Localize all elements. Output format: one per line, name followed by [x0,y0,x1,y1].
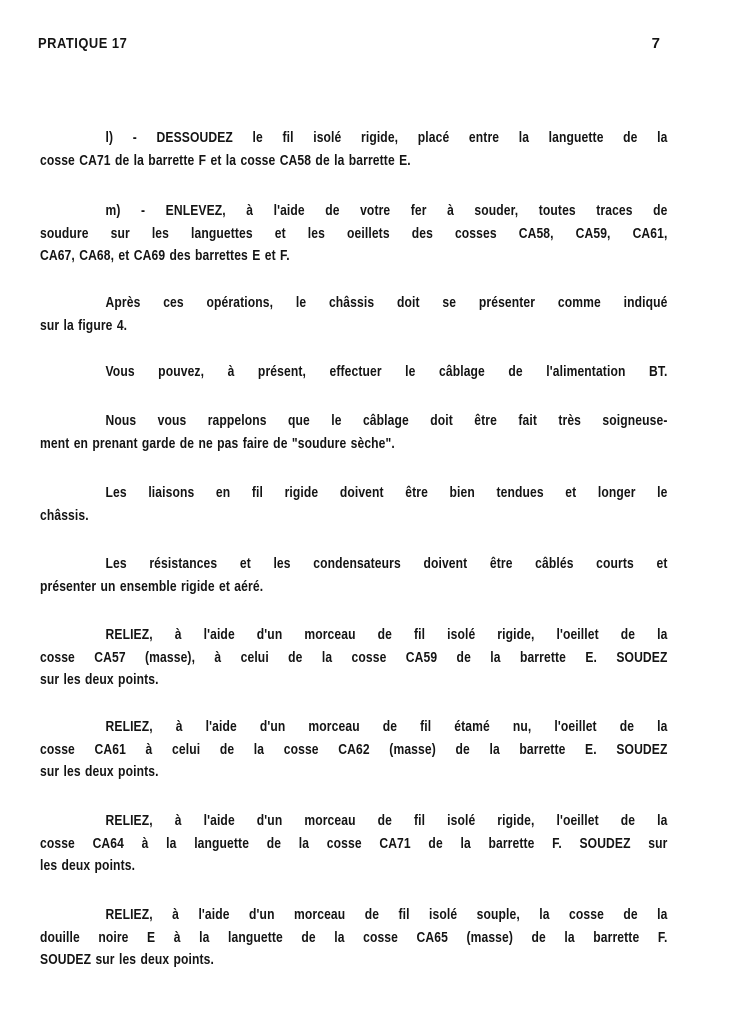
page-header [38,35,660,55]
page-number: 7 [651,35,660,52]
paragraph-liaisons [40,482,668,527]
paragraph-reliez-1 [40,624,668,692]
paragraph-step-l [40,127,668,172]
paragraph-line: cosse CA61 à celui de la cosse CA62 (masse) de la barrette E. SOUDEZ [40,741,668,758]
paragraph-reliez-4 [40,904,668,972]
paragraph-line: RELIEZ, à l'aide d'un morceau de fil étamé nu, l'oeillet de la [105,719,668,735]
paragraph-line: RELIEZ, à l'aide d'un morceau de fil isolé rigide, l'oeillet de la [105,627,668,643]
paragraph-line: cosse CA71 de la barrette F et la cosse CA58 de la barrette E. [40,152,411,169]
paragraph-line: m) - ENLEVEZ, à l'aide de votre fer à souder, toutes traces de [105,203,668,219]
paragraph-line: Les liaisons en fil rigide doivent être bien tendues et longer le [105,485,668,501]
paragraph-apres [40,292,668,337]
paragraph-reliez-3 [40,810,668,878]
paragraph-line: châssis. [40,507,89,524]
paragraph-resistances [40,553,668,598]
paragraph-line: CA67, CA68, et CA69 des barrettes E et F. [40,248,290,264]
paragraph-line: douille noire E à la languette de la cosse CA65 (masse) de la barrette F. [40,929,668,946]
paragraph-line: sur les deux points. [40,764,159,780]
paragraph-line: RELIEZ, à l'aide d'un morceau de fil isolé souple, la cosse de la [105,907,668,923]
paragraph-line: sur les deux points. [40,672,159,688]
paragraph-line: sur la figure 4. [40,317,128,334]
paragraph-line: Nous vous rappelons que le câblage doit être fait très soigneuse- [105,413,668,429]
paragraph-nous-vous [40,410,668,455]
paragraph-line: soudure sur les languettes et les oeillets des cosses CA58, CA59, CA61, [40,225,668,242]
paragraph-line: présenter un ensemble rigide et aéré. [40,578,264,595]
paragraph-line: les deux points. [40,858,136,874]
paragraph-line: SOUDEZ sur les deux points. [40,952,215,968]
paragraph-line: l) - DESSOUDEZ le fil isolé rigide, placé entre la languette de la [105,130,668,146]
paragraph-line: Après ces opérations, le châssis doit se présenter comme indiqué [105,295,668,311]
paragraph-line: cosse CA64 à la languette de la cosse CA71 de la barrette F. SOUDEZ sur [40,835,668,852]
paragraph-line: RELIEZ, à l'aide d'un morceau de fil isolé rigide, l'oeillet de la [105,813,668,829]
header-title: PRATIQUE 17 [38,35,128,52]
paragraph-reliez-2 [40,716,668,784]
paragraph-line: ment en prenant garde de ne pas faire de "soudure sèche". [40,435,395,452]
paragraph-line: Les résistances et les condensateurs doivent être câblés courts et [105,556,668,572]
paragraph-vous-pouvez [40,361,668,384]
paragraph-line: Vous pouvez, à présent, effectuer le câblage de l'alimentation BT. [105,364,668,380]
paragraph-step-m [40,200,668,268]
paragraph-line: cosse CA57 (masse), à celui de la cosse CA59 de la barrette E. SOUDEZ [40,649,668,666]
